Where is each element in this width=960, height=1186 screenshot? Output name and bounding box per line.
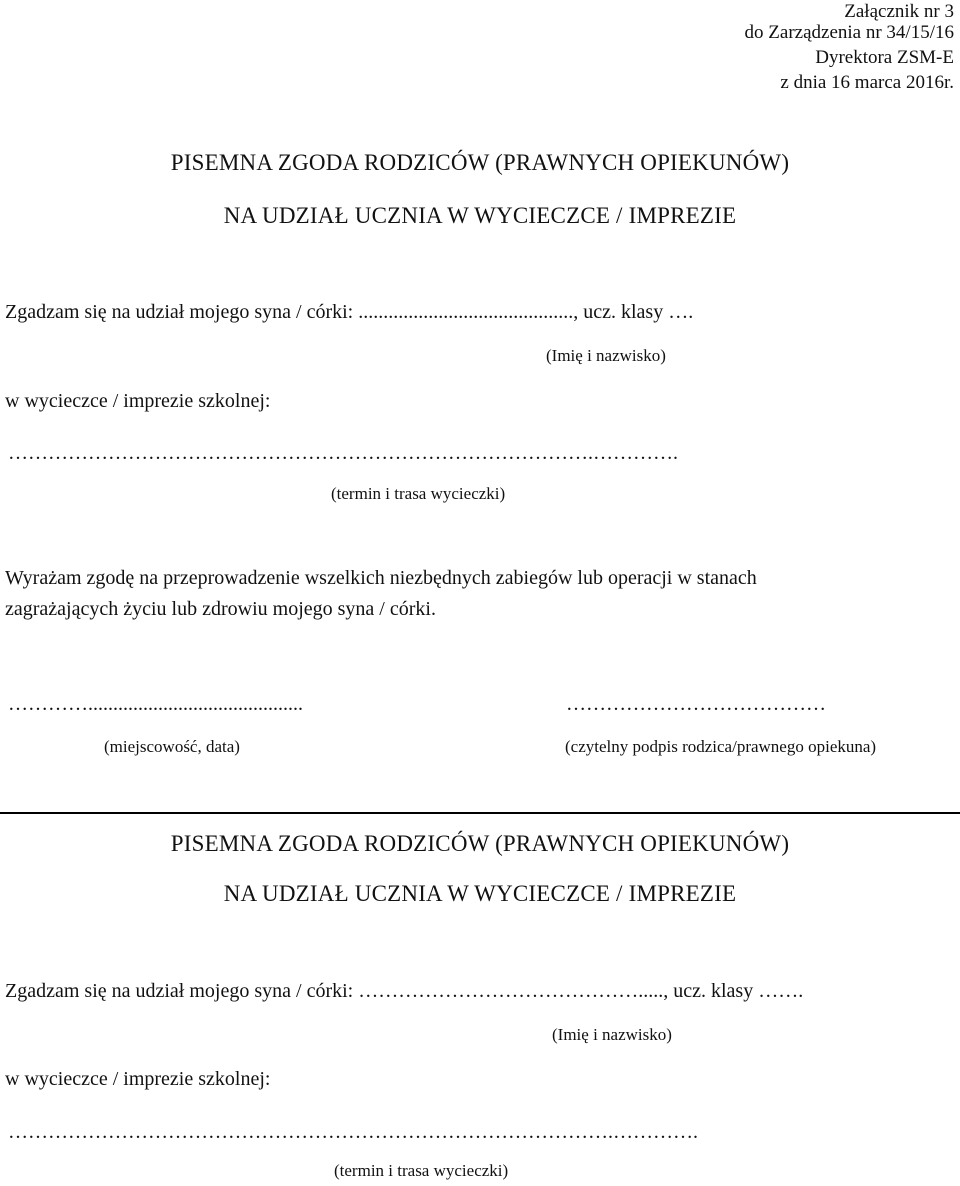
place-date-caption: (miejscowość, data) <box>104 737 240 756</box>
trip-label: w wycieczce / imprezie szkolnej: <box>5 390 271 412</box>
trip-caption: (termin i trasa wycieczki) <box>331 484 506 503</box>
name-caption: (Imię i nazwisko) <box>552 1025 672 1044</box>
form-title-line1: PISEMNA ZGODA RODZICÓW (PRAWNYCH OPIEKUNÓW) <box>170 831 790 856</box>
place-date-field: …………........................................... <box>8 693 303 715</box>
medical-consent-line1: Wyrażam zgodę na przeprowadzenie wszelkich niezbędnych zabiegów lub operacji w stanach <box>5 567 757 589</box>
signature-caption: (czytelny podpis rodzica/prawnego opiekuna) <box>565 737 877 756</box>
medical-consent-line2: zagrażających życiu lub zdrowiu mojego syna / córki. <box>5 598 436 620</box>
form-title-line1: PISEMNA ZGODA RODZICÓW (PRAWNYCH OPIEKUNÓW) <box>170 150 790 175</box>
name-caption: (Imię i nazwisko) <box>546 346 666 365</box>
form-title-line2: NA UDZIAŁ UCZNIA W WYCIECZCE / IMPREZIE <box>223 881 737 906</box>
cut-line-divider <box>0 812 960 814</box>
trip-field: …………………………………………………………………………….…………. <box>8 442 678 464</box>
director-label: Dyrektora ZSM-E <box>815 47 954 68</box>
trip-label: w wycieczce / imprezie szkolnej: <box>5 1068 271 1090</box>
form-title-line2: NA UDZIAŁ UCZNIA W WYCIECZCE / IMPREZIE <box>223 203 737 228</box>
trip-caption: (termin i trasa wycieczki) <box>334 1161 509 1180</box>
trip-field: ……………………………………………………………………………….…………. <box>8 1121 698 1143</box>
order-number: do Zarządzenia nr 34/15/16 <box>744 22 954 43</box>
order-date: z dnia 16 marca 2016r. <box>780 72 954 93</box>
signature-field: ………………………………… <box>566 693 826 715</box>
consent-line: Zgadzam się na udział mojego syna / córki: ……………………………………....., ucz. klasy ……. <box>5 980 804 1002</box>
consent-line: Zgadzam się na udział mojego syna / córki: ..........................................., ucz. klasy …. <box>5 301 694 323</box>
annex-number: Załącznik nr 3 <box>844 1 954 22</box>
